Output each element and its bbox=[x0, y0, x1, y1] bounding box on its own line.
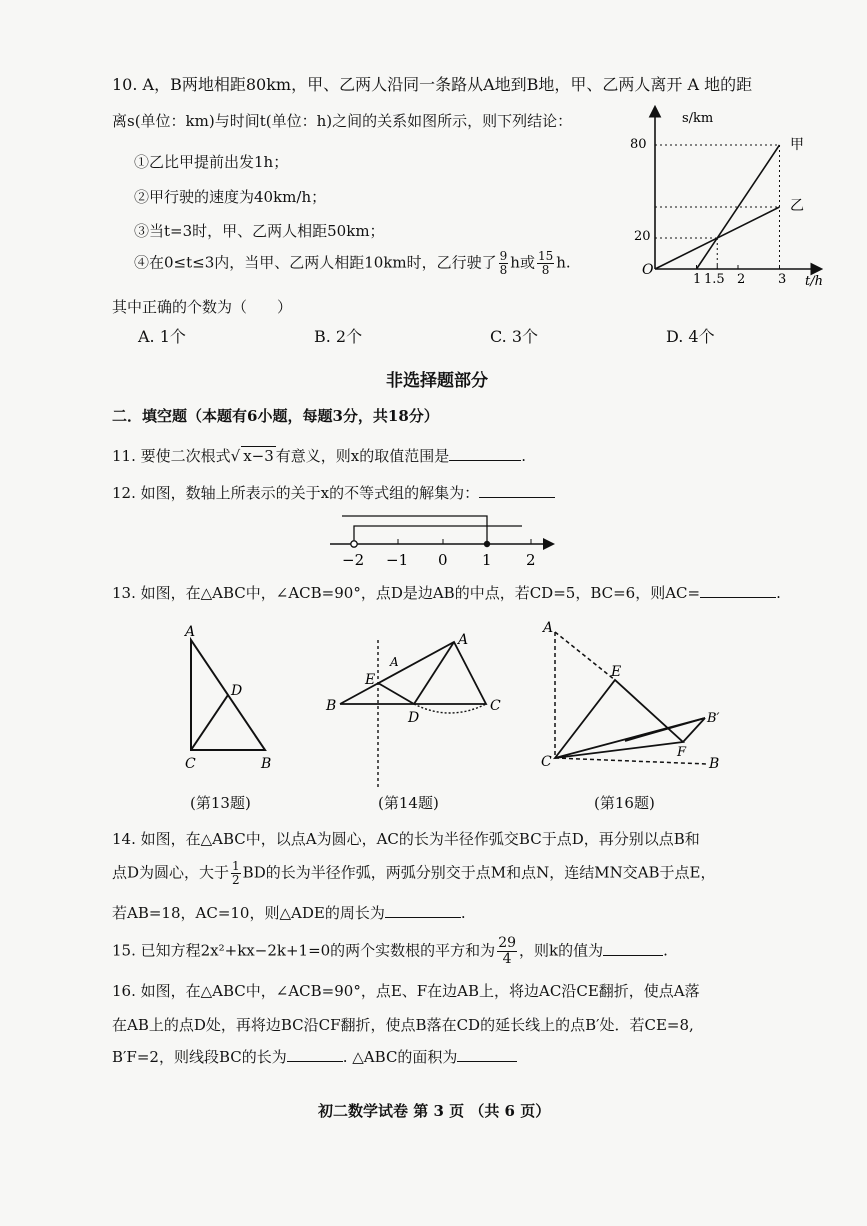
q13-text: 13. 如图，在△ABC中，∠ACB=90°，点D是边AB的中点，若CD=5，BC=6，则AC= bbox=[112, 584, 701, 602]
q14-text-a: 点D为圆心，大于 bbox=[112, 863, 230, 882]
figure-16 bbox=[535, 618, 735, 774]
q11-end: . bbox=[521, 447, 527, 465]
frac-num: 15 bbox=[537, 249, 554, 263]
q15 bbox=[112, 936, 668, 967]
figure-13 bbox=[175, 618, 285, 774]
segment-db-prime bbox=[625, 718, 705, 741]
open-point-neg2 bbox=[351, 541, 357, 547]
triangle-abc bbox=[340, 642, 486, 704]
q10-option-b: B. 2个 bbox=[314, 327, 363, 346]
segment-ae-dashed bbox=[555, 632, 615, 680]
caption-figure-13: (第13题) bbox=[190, 794, 251, 812]
figure-14 bbox=[318, 628, 508, 796]
tick-label: 0 bbox=[438, 551, 448, 569]
q12-text: 12. 如图，数轴上所表示的关于x的不等式组的解集为： bbox=[112, 484, 480, 502]
q10-option-d: D. 4个 bbox=[666, 327, 715, 346]
x-tick-2: 2 bbox=[737, 272, 746, 287]
q15-answer-blank[interactable] bbox=[603, 941, 663, 956]
fraction-29-4 bbox=[497, 936, 517, 967]
tick-label: −2 bbox=[342, 551, 365, 569]
label-e: E bbox=[611, 664, 622, 680]
q14-line1: 14. 如图，在△ABC中，以点A为圆心，AC的长为半径作弧交BC于点D，再分别以点B和 bbox=[112, 830, 700, 848]
label-b: B bbox=[709, 756, 720, 772]
q12-number-line bbox=[320, 508, 560, 574]
ray-greater-than-neg2 bbox=[354, 526, 522, 540]
q15-text-a: 15. 已知方程2x²+kx−2k+1=0的两个实数根的平方和为 bbox=[112, 941, 496, 960]
y-axis-label: s/km bbox=[682, 111, 714, 126]
label-b: B bbox=[261, 756, 272, 772]
q11: 11. 要使二次根式√ x−3 有意义，则x的取值范围是 . bbox=[112, 447, 527, 465]
label-f: F bbox=[677, 745, 687, 760]
frac-den: 8 bbox=[541, 263, 550, 277]
ray-less-equal-1 bbox=[342, 516, 487, 544]
chart-guides bbox=[655, 145, 780, 269]
q10-conclusion-4 bbox=[134, 250, 571, 277]
label-b: B bbox=[326, 698, 337, 714]
q13-end: . bbox=[776, 584, 781, 602]
caption-figure-14: (第14题) bbox=[378, 794, 439, 812]
q16-line2: 在AB上的点D处，再将边BC沿CF翻折，使点B落在CD的延长线上的点B′处．若CE=8, bbox=[112, 1016, 694, 1034]
series-label-yi: 乙 bbox=[790, 198, 804, 214]
tick-label: 2 bbox=[526, 551, 536, 569]
arc-cd bbox=[414, 704, 486, 713]
q11-radicand: x−3 bbox=[243, 447, 274, 465]
tick-label: −1 bbox=[386, 551, 409, 569]
q10-c4-text: ④在0≤t≤3内，当甲、乙两人相距10km时，乙行驶了 bbox=[134, 253, 497, 272]
segment-ad bbox=[414, 642, 454, 704]
q14-answer-blank[interactable] bbox=[385, 903, 461, 918]
q10-line1: 10. A，B两地相距80km，甲、乙两人沿同一条路从A地到B地，甲、乙两人离开 A 地的距 bbox=[112, 75, 753, 94]
q14-line2 bbox=[112, 860, 716, 887]
q13-answer-blank[interactable] bbox=[700, 583, 776, 598]
q15-end: . bbox=[663, 941, 668, 960]
fraction-15-8 bbox=[537, 250, 554, 277]
label-c: C bbox=[541, 754, 552, 770]
x-tick-1: 1 bbox=[693, 272, 702, 287]
frac-den: 2 bbox=[232, 873, 240, 887]
label-e: E bbox=[365, 672, 376, 688]
q12-answer-blank[interactable] bbox=[479, 483, 555, 498]
segment-cd bbox=[191, 695, 228, 750]
x-tick-3: 3 bbox=[778, 272, 787, 287]
series-line-jia bbox=[697, 145, 780, 269]
y-tick-20: 20 bbox=[634, 229, 651, 244]
fraction-1-2 bbox=[231, 860, 241, 887]
page-footer: 初二数学试卷 第 3 页 （共 6 页） bbox=[318, 1102, 551, 1120]
q10-conclusion-3: ③当t=3时，甲、乙两人相距50km； bbox=[134, 222, 385, 240]
q16-line3 bbox=[112, 1046, 517, 1067]
x-tick-1-5: 1.5 bbox=[704, 272, 725, 287]
x-axis-label: t/h bbox=[805, 274, 823, 289]
part2-heading: 二．填空题（本题有6小题，每题3分，共18分） bbox=[112, 407, 439, 425]
solid-point-1 bbox=[484, 541, 490, 547]
frac-num: 9 bbox=[499, 249, 508, 263]
label-a: A bbox=[185, 624, 196, 640]
fraction-9-8 bbox=[499, 250, 509, 277]
q11-text-b: 有意义，则x的取值范围是 bbox=[275, 447, 450, 465]
label-c: C bbox=[185, 756, 196, 772]
q12 bbox=[112, 482, 555, 503]
frac-num: 1 bbox=[232, 859, 240, 873]
label-d: D bbox=[231, 683, 243, 699]
label-b-prime: B′ bbox=[707, 711, 720, 726]
q10-line2: 离s(单位：km)与时间t(单位：h)之间的关系如图所示，则下列结论： bbox=[112, 112, 573, 130]
q10-distance-time-chart bbox=[620, 102, 835, 292]
q14-end: . bbox=[460, 904, 466, 922]
q10-c4-mid: h或 bbox=[510, 253, 535, 272]
series-label-jia: 甲 bbox=[790, 137, 804, 153]
q11-text: 11. 要使二次根式 bbox=[112, 447, 231, 465]
caption-figure-16: (第16题) bbox=[594, 794, 655, 812]
label-c: C bbox=[490, 698, 501, 714]
segment-de bbox=[378, 683, 414, 704]
q14-line3 bbox=[112, 902, 466, 923]
frac-den: 8 bbox=[499, 263, 508, 277]
y-tick-80: 80 bbox=[630, 137, 647, 152]
q14-text-c: 若AB=18，AC=10，则△ADE的周长为 bbox=[112, 904, 385, 922]
q16-line1: 16. 如图，在△ABC中，∠ACB=90°，点E、F在边AB上，将边AC沿CE翻折，使点A落 bbox=[112, 982, 700, 1000]
label-arc-mark: A bbox=[390, 655, 399, 669]
q10-ask: 其中正确的个数为（ ） bbox=[112, 298, 293, 316]
q10-conclusion-1: ①乙比甲提前出发1h； bbox=[134, 153, 289, 171]
q16-answer-blank-area[interactable] bbox=[457, 1047, 517, 1062]
origin-label: O bbox=[642, 262, 654, 278]
triangle-cef bbox=[555, 680, 683, 758]
q10-c4-end: h. bbox=[556, 253, 571, 272]
label-a: A bbox=[543, 620, 554, 636]
q10-conclusion-2: ②甲行驶的速度为40km/h； bbox=[134, 188, 327, 206]
frac-num: 29 bbox=[498, 935, 517, 951]
q11-answer-blank[interactable] bbox=[449, 446, 521, 461]
q10-option-c: C. 3个 bbox=[490, 327, 539, 346]
frac-den: 4 bbox=[502, 951, 512, 967]
label-a: A bbox=[458, 632, 469, 648]
label-d: D bbox=[408, 710, 420, 726]
q10-option-a: A. 1个 bbox=[138, 327, 186, 346]
q16-answer-blank-bc[interactable] bbox=[287, 1047, 343, 1062]
q13 bbox=[112, 582, 781, 603]
q16-text-b: . △ABC的面积为 bbox=[342, 1048, 458, 1066]
tick-label: 1 bbox=[482, 551, 492, 569]
section-title: 非选择题部分 bbox=[386, 371, 488, 391]
q15-text-b: ，则k的值为 bbox=[519, 941, 604, 960]
q16-text-a: B′F=2，则线段BC的长为 bbox=[112, 1048, 287, 1066]
q14-text-b: BD的长为半径作弧，两弧分别交于点M和点N，连结MN交AB于点E， bbox=[242, 863, 716, 882]
